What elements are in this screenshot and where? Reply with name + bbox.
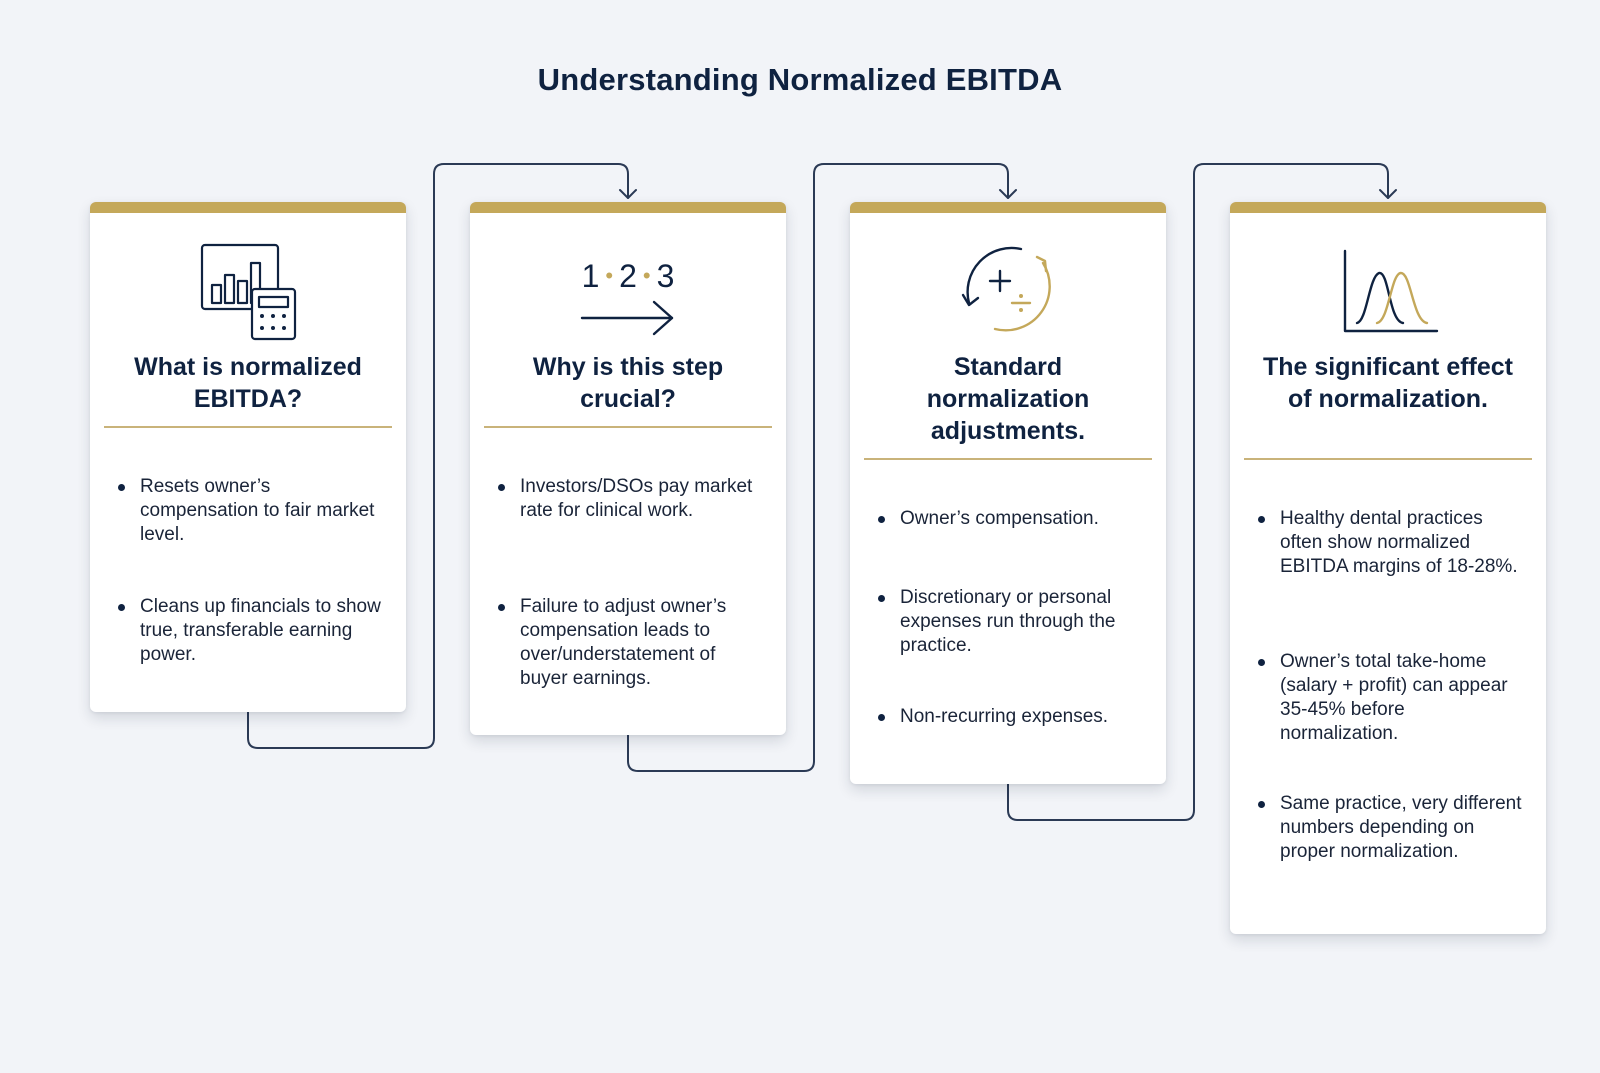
bullet-item: Healthy dental practices often show normalized EBITDA margins of 18-28%. — [1256, 507, 1524, 579]
math-cycle-icon — [953, 231, 1063, 341]
step-number: 1 — [581, 257, 600, 294]
bullet-item: Same practice, very different numbers depending on proper normalization. — [1256, 792, 1524, 864]
step-number: 2 — [619, 257, 637, 294]
card-why-crucial — [470, 202, 786, 735]
title-divider — [104, 426, 392, 428]
card-title: Why is this step crucial? — [532, 353, 724, 413]
step-dot: • — [642, 263, 651, 288]
step-dot: • — [605, 263, 614, 288]
distribution-curves-icon — [1333, 231, 1443, 341]
bullet-item: Owner’s compensation. — [876, 507, 1144, 531]
right-arrow-icon — [578, 296, 678, 340]
title-divider — [1244, 458, 1532, 460]
steps-icon — [582, 256, 675, 296]
card-title: What is normalized EBITDA? — [134, 353, 362, 413]
bullet-item: Owner’s total take-home (salary + profit) can appear 35-45% before normalization. — [1256, 650, 1524, 746]
bar-chart-calculator-icon — [188, 231, 308, 341]
card-title: Standard normalization adjustments. — [926, 353, 1090, 445]
card-what-is-normalized-ebitda — [90, 202, 406, 712]
bullet-item: Resets owner’s compensation to fair market level. — [116, 475, 384, 547]
card-title: The significant effect of normalization. — [1262, 353, 1514, 413]
bullet-item: Investors/DSOs pay market rate for clinical work. — [496, 475, 764, 523]
card-standard-adjustments — [850, 202, 1166, 784]
bullet-item: Discretionary or personal expenses run through the practice. — [876, 586, 1144, 658]
title-divider — [864, 458, 1152, 460]
bullet-item: Cleans up financials to show true, transferable earning power. — [116, 595, 384, 667]
bullet-item: Failure to adjust owner’s compensation leads to over/understatement of buyer earnings. — [496, 595, 764, 691]
title-divider — [484, 426, 772, 428]
step-number: 3 — [656, 257, 675, 294]
bullet-item: Non-recurring expenses. — [876, 705, 1144, 729]
card-significant-effect — [1230, 202, 1546, 934]
page-title: Understanding Normalized EBITDA — [537, 62, 1063, 97]
